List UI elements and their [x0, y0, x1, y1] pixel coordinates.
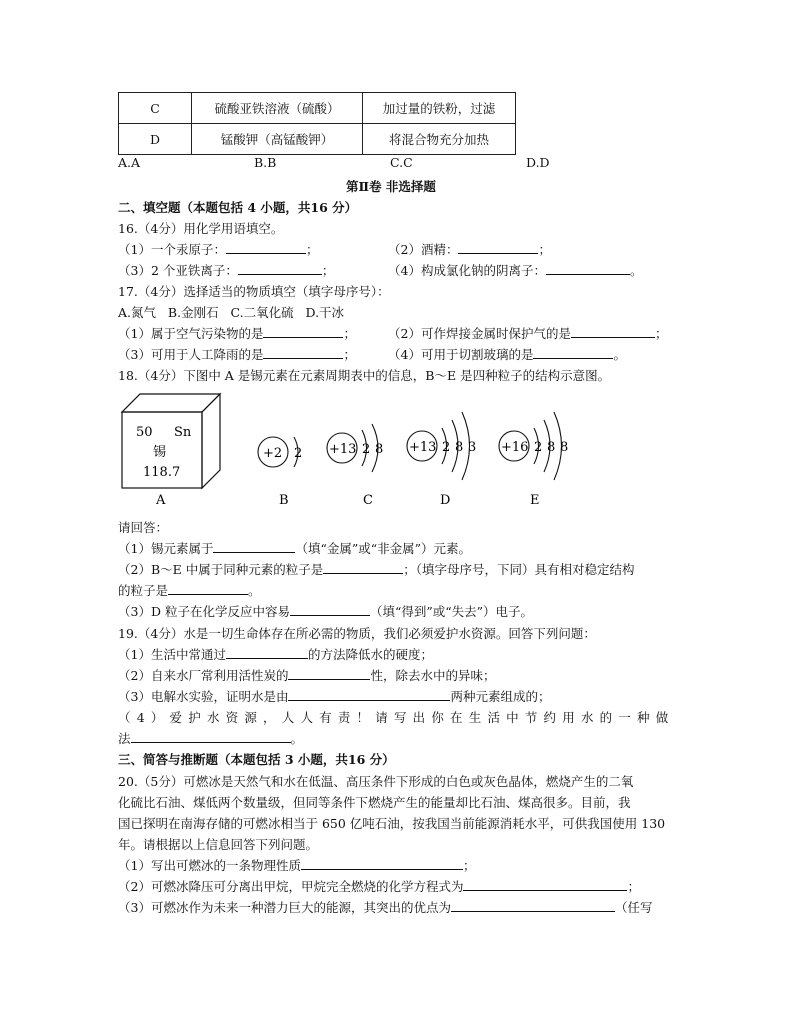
fill-item [118, 240, 318, 258]
answer-blank[interactable] [238, 262, 322, 275]
fill-item [118, 324, 356, 342]
punct: ； [538, 242, 551, 257]
answer-option: C.C [390, 155, 413, 170]
answer-blank[interactable] [546, 262, 630, 275]
paragraph-line: 国已探明在南海存储的可燃冰相当于 650 亿吨石油，按我国当前能源消耗水平，可供我国使用 130 [118, 816, 666, 831]
fill-item [118, 345, 356, 363]
fill-item [118, 539, 471, 557]
fill-item [118, 877, 640, 895]
shell-electrons: 2 [534, 440, 543, 455]
answer-blank[interactable] [533, 346, 613, 359]
fill-item [118, 602, 533, 620]
item-text: （4）构成氯化钠的阴离子： [388, 263, 546, 278]
table-cell: 锰酸钾（高锰酸钾） [192, 124, 363, 155]
item-text: （3）D 粒子在化学反应中容易 [118, 604, 290, 619]
element-symbol: Sn [174, 425, 192, 440]
figure-label-e: E [530, 493, 540, 508]
answer-blank[interactable] [290, 603, 370, 616]
punct: ； [343, 326, 356, 341]
shell-electrons: 2 [362, 442, 371, 457]
table-cell: C [119, 93, 192, 124]
fill-item [118, 560, 635, 578]
figure-label-d: D [440, 493, 451, 508]
item-text: 两种元素组成的； [450, 689, 551, 704]
choices: A.氮气 B.金刚石 C.二氧化硫 D.干冰 [118, 305, 345, 320]
fill-item [118, 729, 303, 747]
punct: ； [305, 242, 319, 257]
particle-e [499, 412, 568, 508]
answer-blank[interactable] [168, 582, 248, 595]
fill-item [388, 324, 667, 342]
item-text: （1）生活中常通过 [118, 647, 226, 662]
shell-electrons: 2 [442, 440, 451, 455]
answer-blank[interactable] [226, 646, 308, 659]
answer-option: D.D [526, 155, 550, 170]
fill-item [118, 687, 550, 705]
table-cell: 加过量的铁粉，过滤 [363, 93, 516, 124]
answer-blank[interactable] [323, 561, 403, 574]
item-text: ；（填字母序号，下同）具有相对稳定结构 [403, 562, 635, 577]
item-text: （2）B～E 中属于同种元素的粒子是 [118, 562, 324, 577]
section-heading: 二、填空题（本题包括 4 小题，共16 分） [118, 200, 358, 215]
fill-item [118, 856, 475, 874]
particle-c [327, 424, 383, 508]
item-text: （1）锡元素属于 [118, 541, 214, 556]
table-cell: 将混合物充分加热 [363, 124, 516, 155]
answer-blank[interactable] [458, 241, 538, 254]
punct: 。 [248, 583, 261, 598]
nucleus-charge: +2 [263, 446, 283, 461]
punct: ； [462, 858, 476, 873]
punct: 。 [629, 263, 643, 278]
part-title: 第Ⅱ卷 非选择题 [346, 179, 436, 194]
fill-item [388, 240, 551, 258]
item-text: （2）自来水厂常利用活性炭的 [118, 668, 289, 683]
table-row [119, 93, 516, 124]
punct: 。 [613, 347, 626, 362]
figure-label-a: A [156, 493, 166, 508]
item-text: （1）写出可燃冰的一条物理性质 [118, 858, 301, 873]
paragraph-line: 化硫比石油、煤低两个数量级，但同等条件下燃烧产生的能量却比石油、煤高很多。目前，我 [118, 795, 631, 810]
item-text: （2）可作焊接金属时保护气的是 [388, 326, 571, 341]
item-text: （填“得到”或“失去”）电子。 [369, 604, 534, 619]
punct: ； [627, 879, 640, 894]
paragraph-line: 年。请根据以上信息回答下列问题。 [118, 837, 319, 852]
answer-blank[interactable] [571, 325, 655, 338]
answer-option: A.A [118, 155, 141, 170]
item-text: 的方法降低水的硬度； [307, 647, 433, 662]
fill-item [388, 345, 626, 363]
answer-blank[interactable] [301, 857, 463, 870]
atomic-structure-figure [118, 390, 678, 512]
item-text: （3）可用于人工降雨的是 [118, 347, 264, 362]
punct: ； [321, 263, 335, 278]
answer-blank[interactable] [131, 730, 291, 743]
answer-blank[interactable] [263, 325, 343, 338]
options-table [118, 92, 516, 155]
answer-blank[interactable] [263, 346, 343, 359]
item-text: （3）2 个亚铁离子： [118, 263, 238, 278]
punct: ； [654, 326, 668, 341]
element-name: 锡 [153, 445, 167, 460]
item-text: （3）可燃冰作为未来一种潜力巨大的能源，其突出的优点为 [118, 900, 451, 915]
nucleus-charge: +13 [329, 442, 357, 457]
item-text: （4）可用于切割玻璃的是 [388, 347, 534, 362]
shell-electrons: 3 [468, 440, 477, 455]
figure-label-c: C [363, 493, 373, 508]
shell-electrons: 2 [294, 446, 303, 461]
shell-electrons: 8 [375, 442, 384, 457]
paragraph-line: 20.（5分）可燃冰是天然气和水在低温、高压条件下形成的白色或灰色晶体，燃烧产生的二氧 [118, 774, 634, 789]
answer-blank[interactable] [463, 878, 627, 891]
particle-d [407, 412, 476, 508]
question-stem: 18.（4分）下图中 A 是锡元素在元素周期表中的信息，B～E 是四种粒子的结构示意图。 [118, 368, 611, 383]
answer-blank[interactable] [288, 688, 450, 701]
answer-option: B.B [254, 155, 277, 170]
fill-item [118, 645, 433, 663]
item-text: （2）酒精： [388, 242, 459, 257]
punct: ； [343, 347, 356, 362]
table-cell: D [119, 124, 192, 155]
shell-electrons: 8 [455, 440, 464, 455]
particle-b [258, 437, 302, 508]
fill-item [388, 261, 642, 279]
item-text: 性，除去水中的异味； [370, 668, 496, 683]
fill-item [118, 898, 652, 916]
item-text: （3）电解水实验，证明水是由 [118, 689, 289, 704]
answer-blank[interactable] [451, 899, 615, 912]
fill-item [118, 581, 261, 599]
nucleus-charge: +13 [409, 440, 437, 455]
question-stem: 19.（4分）水是一切生命体存在所必需的物质，我们必须爱护水资源。回答下列问题： [118, 626, 596, 641]
atomic-number: 50 [136, 425, 153, 440]
item-text: 法 [118, 731, 131, 746]
section-heading: 三、简答与推断题（本题包括 3 小题，共16 分） [118, 752, 395, 767]
question-stem: 16.（4分）用化学用语填空。 [118, 221, 284, 236]
question-line: （4）爱护水资源，人人有责！请写出你在生活中节约用水的一种做 [118, 710, 675, 725]
item-text: （填“金属”或“非金属”）元素。 [295, 541, 472, 556]
item-text: （1）属于空气污染物的是 [118, 326, 264, 341]
punct: 。 [290, 731, 304, 746]
table-cell: 硫酸亚铁溶液（硫酸） [192, 93, 363, 124]
answer-blank[interactable] [213, 540, 295, 553]
answer-blank[interactable] [288, 667, 370, 680]
fill-item [118, 261, 334, 279]
figure-label-b: B [279, 493, 289, 508]
question-stem: 17.（4分）选择适当的物质填空（填字母序号）： [118, 284, 390, 299]
answer-blank[interactable] [226, 241, 306, 254]
shell-electrons: 8 [547, 440, 556, 455]
item-text: （2）可燃冰降压可分离出甲烷，甲烷完全燃烧的化学方程式为 [118, 879, 464, 894]
fill-item [118, 666, 495, 684]
nucleus-charge: +16 [501, 440, 529, 455]
atomic-mass: 118.7 [143, 465, 181, 480]
prompt-text: 请回答： [118, 520, 169, 535]
item-text: （1）一个汞原子： [118, 242, 226, 257]
item-text: （任写 [614, 900, 653, 915]
element-cube [122, 394, 220, 508]
shell-electrons: 8 [560, 440, 569, 455]
table-row [119, 124, 516, 155]
item-text: 的粒子是 [118, 583, 169, 598]
